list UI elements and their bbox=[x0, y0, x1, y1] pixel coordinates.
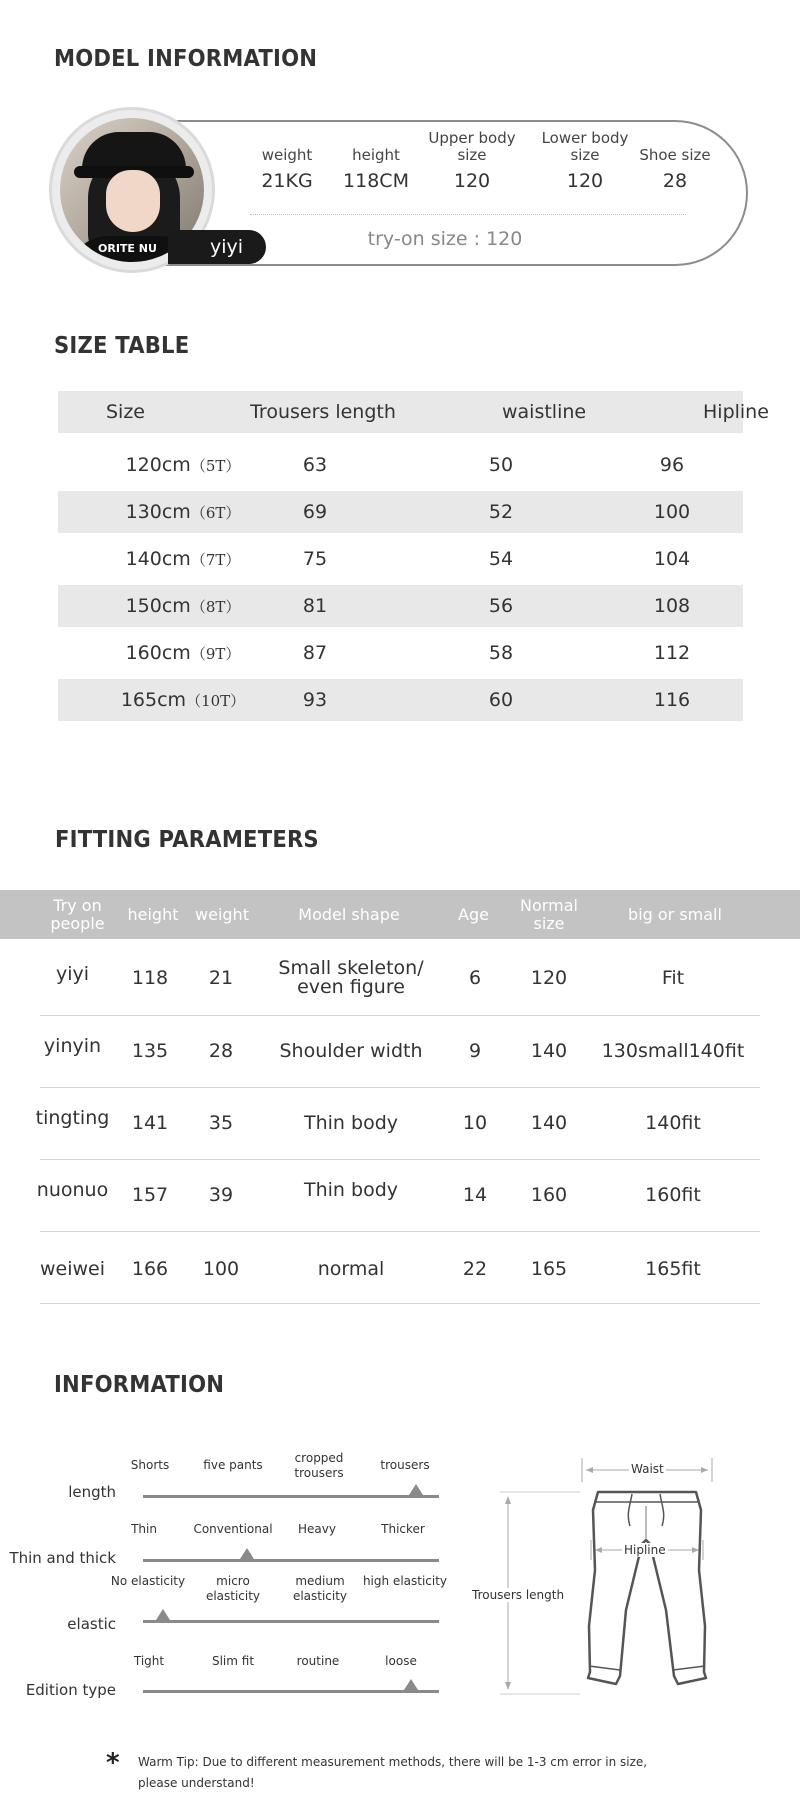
length-scale-track bbox=[143, 1495, 439, 1498]
cell-size: 160 bbox=[530, 1183, 568, 1206]
cell-age: 10 bbox=[462, 1111, 488, 1134]
scale-label-edition: Edition type bbox=[25, 1681, 116, 1699]
table-row bbox=[0, 1087, 800, 1159]
fitting-table-header bbox=[0, 890, 800, 939]
cell-waist: 50 bbox=[488, 454, 514, 476]
scale-option: Thin bbox=[131, 1522, 157, 1536]
size-value: 130cm bbox=[125, 501, 191, 523]
avatar-shirt-text: ORITE NU bbox=[98, 242, 157, 255]
header-waist: waistline bbox=[502, 401, 587, 423]
scale-option: Thicker bbox=[381, 1522, 425, 1536]
scale-option: Heavy bbox=[298, 1522, 336, 1536]
table-row bbox=[0, 942, 800, 1014]
cell-shape: Small skeleton/ even figure bbox=[278, 957, 424, 998]
scale-label-elastic: elastic bbox=[67, 1615, 116, 1633]
scale-option: Conventional bbox=[193, 1522, 273, 1536]
cell-age: 14 bbox=[462, 1183, 488, 1206]
cell-name: yiyi bbox=[55, 962, 90, 985]
scale-option: micro elasticity bbox=[205, 1574, 261, 1603]
size-value: 140cm bbox=[125, 548, 191, 570]
cell-shape: Shoulder width bbox=[279, 1039, 423, 1062]
cell-age: 6 bbox=[468, 966, 482, 989]
cell-weight: 35 bbox=[208, 1111, 234, 1134]
cell-name: tingting bbox=[35, 1106, 110, 1129]
size-tag: （6T） bbox=[190, 504, 241, 522]
stat-value: 120 bbox=[453, 170, 491, 192]
table-row bbox=[58, 632, 743, 674]
stat-label: Lower body size bbox=[541, 129, 629, 164]
cell-height: 141 bbox=[131, 1111, 169, 1134]
cell-shape: Thin body bbox=[304, 1178, 398, 1201]
table-row bbox=[58, 538, 743, 580]
cell-fit: 165fit bbox=[645, 1257, 701, 1280]
size-value: 160cm bbox=[125, 642, 191, 664]
cell-fit: 130small140fit bbox=[601, 1039, 745, 1062]
table-row bbox=[0, 1159, 800, 1231]
tip-star-icon: * bbox=[106, 1748, 120, 1778]
model-stat-upper bbox=[412, 128, 532, 192]
elastic-scale-track bbox=[143, 1620, 439, 1623]
cell-length: 75 bbox=[302, 548, 328, 570]
size-tag: （8T） bbox=[190, 598, 241, 616]
model-divider bbox=[250, 214, 686, 215]
header-height: height bbox=[127, 904, 179, 924]
stat-value: 120 bbox=[566, 170, 604, 192]
edition-scale-track bbox=[143, 1690, 439, 1693]
stat-label: weight bbox=[261, 146, 313, 164]
header-age: Age bbox=[458, 904, 489, 924]
cell-height: 135 bbox=[131, 1039, 169, 1062]
scale-label-thickness: Thin and thick bbox=[9, 1549, 116, 1567]
cell-size: 140 bbox=[530, 1111, 568, 1134]
hipline-label: Hipline bbox=[624, 1543, 666, 1557]
waist-label: Waist bbox=[631, 1462, 664, 1476]
scale-option: cropped trousers bbox=[294, 1451, 344, 1480]
header-shape: Model shape bbox=[298, 904, 400, 924]
table-row bbox=[0, 1233, 800, 1305]
cell-hip: 112 bbox=[653, 642, 691, 664]
cell-length: 93 bbox=[302, 689, 328, 711]
row-divider bbox=[40, 1303, 760, 1304]
size-tag: （5T） bbox=[190, 457, 241, 475]
cell-fit: 140fit bbox=[645, 1111, 701, 1134]
cell-size: 140 bbox=[530, 1039, 568, 1062]
scale-option: Shorts bbox=[130, 1458, 170, 1472]
size-table-title: SIZE TABLE bbox=[54, 333, 190, 359]
cell-hip: 108 bbox=[653, 595, 691, 617]
cell-length: 69 bbox=[302, 501, 328, 523]
cell-name: yinyin bbox=[43, 1034, 102, 1057]
stat-value: 28 bbox=[662, 170, 688, 192]
cell-weight: 100 bbox=[202, 1257, 240, 1280]
row-divider bbox=[40, 1231, 760, 1232]
cell-hip: 100 bbox=[653, 501, 691, 523]
cell-hip: 96 bbox=[659, 454, 685, 476]
table-row bbox=[58, 585, 743, 627]
cell-age: 22 bbox=[462, 1257, 488, 1280]
cell-fit: 160fit bbox=[645, 1183, 701, 1206]
cell-height: 118 bbox=[131, 966, 169, 989]
stat-label: Shoe size bbox=[639, 146, 711, 164]
cell-name: weiwei bbox=[39, 1257, 105, 1280]
cell-size: 165 bbox=[530, 1257, 568, 1280]
scale-option: five pants bbox=[203, 1458, 263, 1472]
cell-waist: 56 bbox=[488, 595, 514, 617]
cell-weight: 21 bbox=[208, 966, 234, 989]
size-tag: （10T） bbox=[186, 692, 246, 710]
scale-option: loose bbox=[385, 1654, 417, 1668]
scale-option: routine bbox=[296, 1654, 340, 1668]
cell-name: nuonuo bbox=[36, 1178, 109, 1201]
cell-fit: Fit bbox=[661, 966, 685, 989]
scale-label-length: length bbox=[68, 1483, 116, 1501]
stat-value: 21KG bbox=[261, 170, 313, 192]
stat-label: Upper body size bbox=[428, 129, 516, 164]
scale-option: trousers bbox=[380, 1458, 430, 1472]
warm-tip: Warm Tip: Due to different measurement methods, there will be 1-3 cm error in size, please understand! bbox=[138, 1755, 648, 1790]
cell-waist: 54 bbox=[488, 548, 514, 570]
cell-weight: 28 bbox=[208, 1039, 234, 1062]
cell-length: 87 bbox=[302, 642, 328, 664]
scale-option: No elasticity bbox=[110, 1574, 186, 1588]
size-tag: （7T） bbox=[190, 551, 241, 569]
stat-label: height bbox=[352, 146, 400, 164]
header-length: Trousers length bbox=[250, 401, 396, 423]
trousers-diagram bbox=[460, 1440, 730, 1700]
trousers-length-label: Trousers length bbox=[472, 1588, 565, 1602]
model-name-tag: yiyi bbox=[168, 230, 266, 264]
cell-age: 9 bbox=[468, 1039, 482, 1062]
scale-option: Tight bbox=[133, 1654, 165, 1668]
cell-length: 63 bbox=[302, 454, 328, 476]
model-info-title: MODEL INFORMATION bbox=[54, 46, 318, 72]
scale-option: medium elasticity bbox=[292, 1574, 348, 1603]
header-weight: weight bbox=[195, 904, 249, 924]
cell-size: 120 bbox=[530, 966, 568, 989]
cell-shape: Thin body bbox=[304, 1111, 398, 1134]
cell-waist: 52 bbox=[488, 501, 514, 523]
fitting-title: FITTING PARAMETERS bbox=[55, 827, 319, 853]
length-scale-marker bbox=[409, 1484, 423, 1495]
edition-scale-marker bbox=[404, 1679, 418, 1690]
thickness-scale-marker bbox=[240, 1548, 254, 1559]
model-stat-shoe bbox=[615, 128, 735, 192]
header-normal-size: Normal size bbox=[520, 895, 578, 933]
cell-height: 166 bbox=[131, 1257, 169, 1280]
cell-height: 157 bbox=[131, 1183, 169, 1206]
cell-waist: 60 bbox=[488, 689, 514, 711]
stat-value: 118CM bbox=[343, 170, 409, 192]
elastic-scale-marker bbox=[156, 1609, 170, 1620]
scale-option: Slim fit bbox=[211, 1654, 255, 1668]
table-row bbox=[58, 491, 743, 533]
header-size: Size bbox=[105, 401, 145, 423]
header-hip: Hipline bbox=[703, 401, 769, 423]
information-title: INFORMATION bbox=[54, 1372, 225, 1398]
table-row bbox=[58, 444, 743, 486]
cell-length: 81 bbox=[302, 595, 328, 617]
header-fit: big or small bbox=[628, 904, 722, 924]
size-value: 150cm bbox=[125, 595, 191, 617]
thickness-scale-track bbox=[143, 1559, 439, 1562]
cell-hip: 104 bbox=[653, 548, 691, 570]
header-people: Try on people bbox=[50, 895, 105, 933]
try-on-size: try-on size : 120 bbox=[367, 228, 523, 250]
cell-shape: normal bbox=[317, 1257, 385, 1280]
table-row bbox=[0, 1015, 800, 1087]
cell-hip: 116 bbox=[653, 689, 691, 711]
cell-waist: 58 bbox=[488, 642, 514, 664]
table-row bbox=[58, 679, 743, 721]
size-tag: （9T） bbox=[190, 645, 241, 663]
size-value: 165cm bbox=[120, 689, 187, 711]
scale-option: high elasticity bbox=[362, 1574, 448, 1588]
size-table-header bbox=[58, 391, 769, 433]
size-value: 120cm bbox=[125, 454, 191, 476]
cell-weight: 39 bbox=[208, 1183, 234, 1206]
